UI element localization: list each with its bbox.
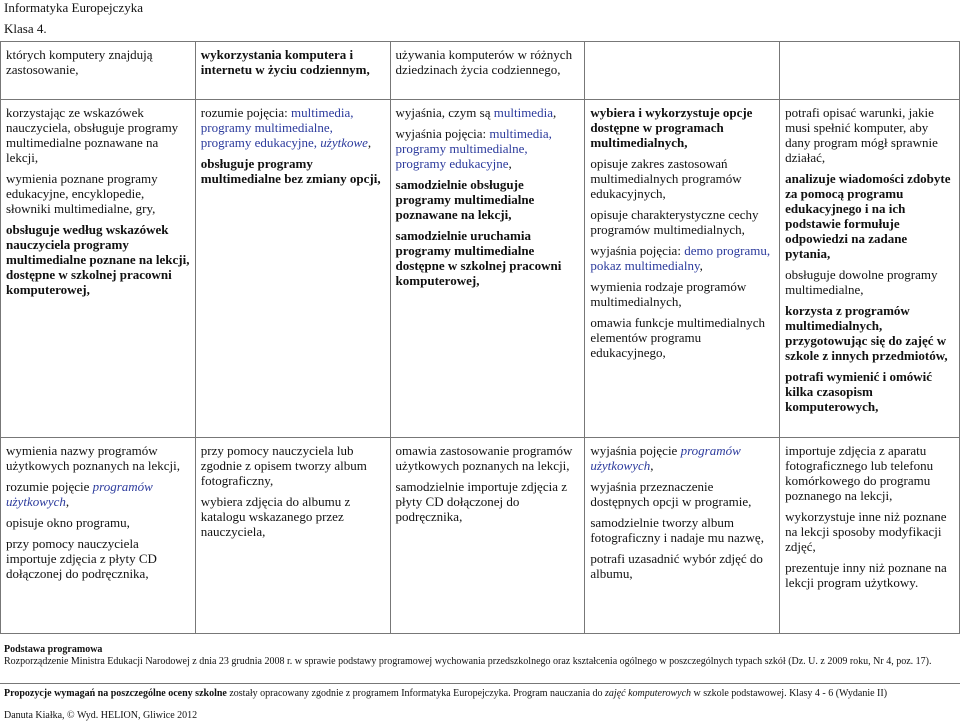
text-run: , [65, 494, 70, 509]
footer-note-italic: zajęć komputerowych [605, 688, 692, 699]
cell-text: wykorzystania komputera i internetu w życiu codziennym, [200, 47, 370, 77]
table-cell [195, 42, 390, 100]
cell-text: których komputery znajdują zastosowanie, [6, 47, 153, 77]
requirement-text: samodzielnie obsługuje programy multimedialne poznawane na lekcji, [395, 177, 535, 222]
table-cell [195, 438, 390, 634]
requirement-text: przy pomocy nauczyciela lub zgodnie z opisem tworzy album fotograficzny, [200, 443, 367, 488]
text-run: , [699, 258, 703, 273]
footer-title: Podstawa programowa [4, 644, 103, 655]
term-text: multimedia [493, 105, 553, 120]
table-cell [390, 42, 585, 100]
requirement-text: samodzielnie uruchamia programy multimedialne dostępne w szkolnej pracowni komputerowej, [395, 228, 562, 288]
requirement-text: obsługuje według wskazówek nauczyciela programy multimedialne poznane na lekcji, dostępne w szkolnej pracowni komputerowej, [6, 222, 190, 297]
table-cell [1, 100, 196, 438]
table-row [1, 438, 960, 634]
requirement-text: wymienia rodzaje programów multimedialnych, [590, 279, 747, 309]
requirement-text [590, 243, 774, 273]
requirement-text: przy pomocy nauczyciela importuje zdjęcia z płyty CD dołączonej do podręcznika, [6, 536, 157, 581]
table-cell [780, 438, 960, 634]
footer-note-text: w szkole podstawowej. Klasy 4 - 6 (Wydanie II) [691, 688, 888, 699]
requirement-text: wykorzystuje inne niż poznane na lekcji sposoby modyfikacji zdjęć, [785, 509, 947, 554]
table-cell [585, 100, 780, 438]
requirement-text: analizuje wiadomości zdobyte za pomocą programu edukacyjnego i na ich podstawie formułuje odpowiedzi na zadane pytania, [785, 171, 951, 261]
footer-note-bold: Propozycje wymagań na poszczególne oceny szkolne [4, 688, 227, 699]
text-run: wyjaśnia, czym są [395, 105, 494, 120]
table-cell [780, 100, 960, 438]
requirement-text [396, 105, 580, 120]
requirement-text: potrafi wymienić i omówić kilka czasopism komputerowych, [785, 369, 933, 414]
requirement-text: importuje zdjęcia z aparatu fotograficznego lub telefonu komórkowego do programu poznanego na lekcji, [785, 443, 934, 503]
footer-copyright: Danuta Kiałka, © Wyd. HELION, Gliwice 2012 [4, 710, 198, 721]
footer-legal-text: Rozporządzenie Ministra Edukacji Narodowej z dnia 23 grudnia 2008 r. w sprawie podstawy programowej wychowania przedszkolnego oraz kształcenia ogólnego w poszczególnych typach szkół (Dz. U. z 2009 roku, Nr 4, poz. 17). [4, 656, 932, 667]
table-cell [1, 42, 196, 100]
term-text: programów użytkowych [6, 479, 153, 509]
requirement-text: wymienia poznane programy edukacyjne, encyklopedie, słowniki multimedialne, gry, [6, 171, 158, 216]
table-cell [195, 100, 390, 438]
header-class: Klasa 4. [4, 21, 47, 36]
requirement-text: omawia zastosowanie programów użytkowych poznanych na lekcji, [395, 443, 573, 473]
table-row [1, 42, 960, 100]
term-text: użytkowe [320, 135, 368, 150]
text-run: rozumie pojęcia: [200, 105, 292, 120]
term-text: multimedia, programy multimedialne, programy edukacyjne, [200, 105, 354, 150]
text-run: rozumie pojęcie [6, 479, 93, 494]
text-run: , [508, 156, 512, 171]
table-cell [390, 100, 585, 438]
cell-text: używania komputerów w różnych dziedzinach życia codziennego, [395, 47, 573, 77]
requirement-text: wybiera zdjęcia do albumu z katalogu wskazanego przez nauczyciela, [200, 494, 351, 539]
table-cell [585, 42, 780, 100]
requirement-text: opisuje zakres zastosowań multimedialnych programów edukacyjnych, [590, 156, 742, 201]
requirement-text: obsługuje programy multimedialne bez zmiany opcji, [200, 156, 381, 186]
requirement-text: samodzielnie tworzy album fotograficzny i nadaje mu nazwę, [590, 515, 764, 545]
requirement-text: opisuje okno programu, [6, 515, 130, 530]
requirement-text: potrafi uzasadnić wybór zdjęć do albumu, [590, 551, 763, 581]
requirement-text: korzysta z programów multimedialnych, przygotowując się do zajęć w szkole z innych przedmiotów, [785, 303, 948, 363]
footer-divider [0, 683, 960, 684]
table-cell [780, 42, 960, 100]
table-cell [390, 438, 585, 634]
text-run: , [367, 135, 372, 150]
requirement-text: prezentuje inny niż poznane na lekcji program użytkowy. [785, 560, 947, 590]
requirement-text: wyjaśnia przeznaczenie dostępnych opcji w programie, [590, 479, 752, 509]
text-run: wyjaśnia pojęcie [590, 443, 681, 458]
table-cell [1, 438, 196, 634]
requirement-text [396, 126, 580, 171]
requirement-text: wymienia nazwy programów użytkowych poznanych na lekcji, [6, 443, 180, 473]
requirements-table [0, 41, 960, 634]
requirement-text: wybiera i wykorzystuje opcje dostępne w programach multimedialnych, [590, 105, 753, 150]
text-run: wyjaśnia pojęcia: [590, 243, 685, 258]
term-text: multimedia, programy multimedialne, programy edukacyjne [395, 126, 552, 171]
requirement-text [590, 443, 774, 473]
requirement-text: opisuje charakterystyczne cechy programów multimedialnych, [590, 207, 759, 237]
requirement-text: obsługuje dowolne programy multimedialne, [785, 267, 938, 297]
table-cell [585, 438, 780, 634]
term-text: programów użytkowych [590, 443, 741, 473]
text-run: , [650, 458, 654, 473]
requirement-text [201, 105, 385, 150]
header-subject: Informatyka Europejczyka [4, 0, 143, 15]
requirement-text: omawia funkcje multimedialnych elementów programu edukacyjnego, [590, 315, 766, 360]
requirement-text: potrafi opisać warunki, jakie musi spełnić komputer, aby dany program mógł sprawnie działać, [785, 105, 938, 165]
footer-note-text: zostały opracowany zgodnie z programem Informatyka Europejczyka. Program nauczania do [226, 688, 606, 699]
requirement-text: korzystając ze wskazówek nauczyciela, obsługuje programy multimedialne poznawane na lekcji, [6, 105, 179, 165]
term-text: demo programu, pokaz multimedialny [590, 243, 771, 273]
table-row [1, 100, 960, 438]
requirement-text: samodzielnie importuje zdjęcia z płyty CD dołączonej do podręcznika, [395, 479, 568, 524]
text-run: wyjaśnia pojęcia: [395, 126, 490, 141]
text-run: , [552, 105, 557, 120]
footer-note [4, 688, 956, 700]
requirement-text [6, 479, 190, 509]
